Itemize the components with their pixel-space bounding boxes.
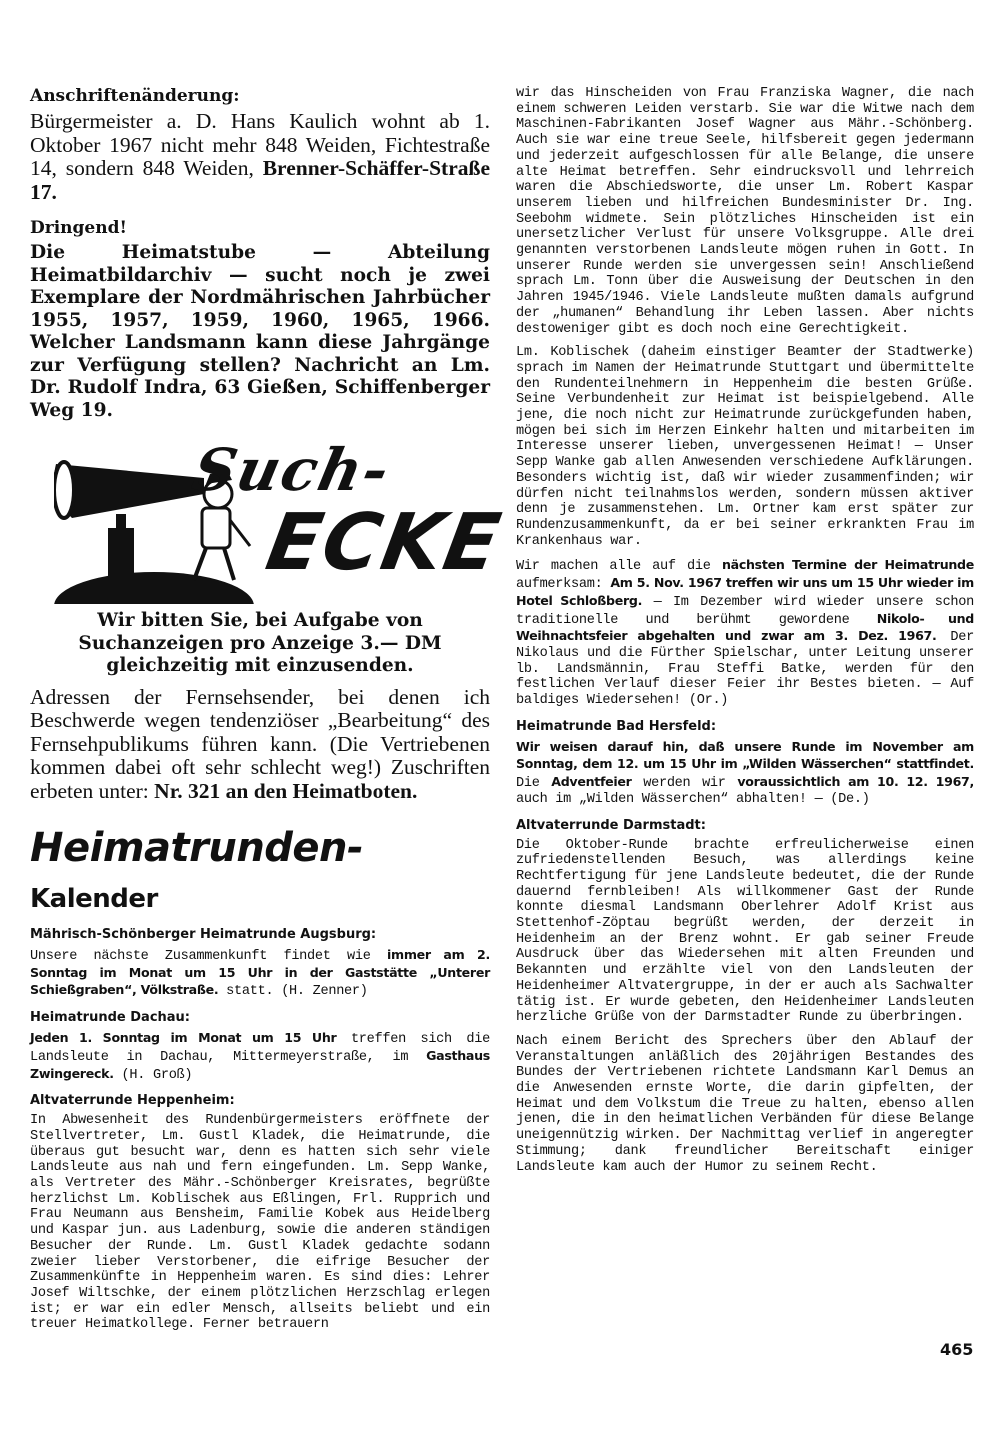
darmstadt-text-1: Die Oktober-Runde brachte erfreulicherweise einen zufriedenstellenden Besuch, was allerdings keine Rechtfertigung für jene Landsleute bedeutet, die der Runde dauernd fernbleiben! Als willkommener Gast der Runde konnte diesmal Landsmann Oberlehrer Adolf Krist aus Stettenhof-Zöptau begrüßt werden, der derzeit in Heidenheim an der Brenz wohnt. Er gab seiner Freude Ausdruck über das Wiedersehen mit alten Freunden und Bekannten und erzählte viel von den Landsleuten der Heidenheimer Altvatergruppe, in der er auch als Sachwalter tätig ist. Er wurde gebeten, den Heidenheimer Landsleuten herzliche Grüße von der Darmstadter Runde zu überbringen. [516,837,974,1026]
tripod-stand [108,528,134,578]
darmstadt-heading: Altvaterrunde Darmstadt: [516,817,706,833]
urgent-heading: Dringend! [30,218,127,238]
urgent-text: Die Heimatstube — Abteilung Heimatbildarchiv — sucht noch je zwei Exemplare der Nordmährischen Jahrbücher 1955, 1957, 1959, 1960, 1965, 1966. Welcher Landsmann kann diese Jahrgänge zur Verfügung stellen? Nachricht an Lm. Dr. Rudolf Indra, 63 Gießen, Schiffenberger Weg 19. [30,242,490,421]
address-new-street: Brenner-Schäffer-Straße 17. [30,156,490,204]
such-ecke-ad [54,436,509,604]
tv-notice: Adressen der Fernsehsender, bei denen ich Beschwerde wegen tendenziöser „Bearbeitung“ des Fernsehpublikums führen kann. (Die Vertriebenen kommen dabei oft sehr schlecht weg!) Zuschriften erbeten unter: Nr. 321 an den Heimatboten. [30,684,491,803]
address-text: Bürgermeister a. D. Hans Kaulich wohnt ab 1. Oktober 1967 nicht mehr 848 Weiden, Fichtestraße 14, sondern 848 Weiden, Brenner-Schäffer-Straße 17. [30,109,490,204]
darmstadt-text-2: Nach einem Bericht des Sprechers über den Ablauf der Veranstaltungen anläßlich des 20jährigen Bestandes des Bundes der Vertriebenen richtete Landsmann Karl Demus an die Anwesenden ernste Worte, die darin gipfelten, der Heimat und dem Volkstum die Treue zu halten, ebenso allen jenen, die in den heimatlichen Verbänden für diese Belange uneigennützig wirken. Der Nachmittag verlief in angeregter Stimmung; dank freundlicher Bereitschaft einiger Landsleute kam auch der Humor zu seinem Recht. [516,1033,974,1175]
heppenheim-continued-2: Lm. Koblischek (daheim einstiger Beamter der Stadtwerke) sprach im Namen der Heimatrunde Stuttgart und übermittelte den Rundenteilnehmern in Heppenheim die besten Grüße. Seine Verbundenheit zur Heimat ist beispielgebend. Alle jene, die noch nicht zur Heimatrunde zurückgefunden haben, mögen bei sich im Herzen Einkehr halten und mitarbeiten im Interesse unserer lieben, unvergessenen Heimat! — Unser Sepp Wanke gab allen Anwesenden verschiedene Aufklärungen. Besonders wichtig ist, daß wir wieder zusammenfinden; wir dürfen nicht teilnahmslos werden, sondern müssen aktiver denn je zusammenstehen. Lm. Ortner kam erst später zur Rundenzusammenkunft, da er bei seiner erkrankten Frau im Krankenhaus war. [516,345,974,549]
man-leg-right [224,548,234,580]
calendar-title: Heimatrunden-Kalender [30,825,364,914]
heppenheim-continued-1: wir das Hinscheiden von Frau Franziska Wagner, die nach einem schweren Leiden verstarb. Sie war die Witwe nach dem Maschinen-Fabrikanten Josef Wagner aus Mähr.-Schönberg. Auch sie war eine treue Seele, hilfsbereit gegen jedermann und jederzeit aufgeschlossen für alle Belange, die unsere alte Heimat betreffen. Sehr eindrucksvoll und lehrreich waren die Abschiedsworte, die unser Lm. Robert Kaspar unserem lieben und hilfreichen Bundesminister Dr. Ing. Seebohm widmete. Sein plötzliches Hinscheiden ist ein unersetzlicher Verlust für unsere Volksgruppe. Alle drei genannten verstorbenen Landsleute mögen ruhen in Gott. In unserer Runde werden sie unvergessen sein! Anschließend sprach Lm. Tonn über die Ausweisung der Deutschen in den Jahren 1945/1946. Viele Landsleute mußten damals aufgrund der „humanen“ Behandlung ihr Leben lassen. Aber nichts destoweniger gibt es doch noch eine Gerechtigkeit. [516,86,974,337]
address-heading: Anschriftenänderung: [30,86,240,106]
heppenheim-heading: Altvaterrunde Heppenheim: [30,1093,235,1109]
augsburg-text: Unsere nächste Zusammenkunft findet wie immer am 2. Sonntag im Monat um 15 Uhr in der Gaststätte „Unterer Schießgraben“, Völkstraße. statt. (H. Zenner) [30,947,491,1000]
dachau-heading: Heimatrunde Dachau: [30,1010,191,1026]
man-body [202,508,230,548]
page-number: 465 [940,1340,974,1359]
augsburg-heading: Mährisch-Schönberger Heimatrunde Augsburg: [30,927,377,942]
ad-word-such: Such- [186,436,397,504]
ad-word-ecke: ECKE [260,498,509,588]
hersfeld-text: Wir weisen darauf hin, daß unsere Runde im November am Sonntag, dem 12. um 15 Uhr im „Wilden Wässerchen“ stattfindet. Die Adventfeier werden wir voraussichtlich am 10. 12. 1967, auch im „Wilden Wässerchen“ abhalten! — (De.) [516,738,974,807]
walking-stick [230,520,250,546]
telescope-lens [54,462,74,518]
right-column [516,86,974,1175]
left-column [30,86,509,1333]
dachau-text: Jeden 1. Sonntag im Monat um 15 Uhr treffen sich die Landsleute in Dachau, Mittermeyerstraße, im Gasthaus Zwingereck. (H. Groß) [30,1030,490,1083]
tv-notice-lead: Adressen der Fernsehsender, [30,684,315,709]
tv-notice-ref: Nr. 321 an den Heimatboten. [154,778,418,803]
hersfeld-heading: Heimatrunde Bad Hersfeld: [516,718,717,734]
ad-notice: Wir bitten Sie, bei Aufgabe von Suchanzeigen pro Anzeige 3.— DM gleichzeitig mit einzusenden. [78,610,442,676]
man-leg-left [194,548,206,580]
heppenheim-text: In Abwesenheit des Rundenbürgermeisters eröffnete der Stellvertreter, Lm. Gustl Kladek, die Heimatrunde, die überaus gut besucht war, denn es hatten sich sehr viele Landsleute aus nah und fern eingefunden. Lm. Sepp Wanke, als Vertreter des Mähr.-Schönberger Kreisrates, begrüßte herzlichst Lm. Koblischek aus Eßlingen, Frl. Rupprich und Frau Neumann aus Bensheim, Familie Kobek aus Heidelberg und Kaspar jun. aus Ladenburg, sowie die anderen ständigen Besucher der Runde. Lm. Gustl Kladek gedachte sodann zweier lieber Verstorbener, die eifrige Besucher der Zusammenkünfte in Heppenheim waren. Es sind dies: Lehrer Josef Wiltschke, der einem plötzlichen Herzschlag erlegen ist; er war ein edler Mensch, allseits beliebt und ein treuer Heimatkollege. Ferner betrauern [30,1113,490,1333]
telescope-icon [54,464,204,518]
tripod-head [116,514,126,530]
heppenheim-dates: Wir machen alle auf die nächsten Termine der Heimatrunde aufmerksam: Am 5. Nov. 1967 treffen wir uns um 15 Uhr wieder im Hotel Schloßberg. — Im Dezember wird wieder unsere schon traditionelle und berühmt gewordene Nikolo- und Weihnachtsfeier abgehalten und zwar am 3. Dez. 1967. Der Nikolaus und die Fürther Spielschar, unter Leitung unserer lb. Landsmännin, Frau Steffi Batke, werden für den festlichen Verlauf dieser Feier ihr Bestes bieten. — Auf baldiges Wiedersehen! (Or.) [516,557,975,709]
hill-shape [54,572,254,604]
